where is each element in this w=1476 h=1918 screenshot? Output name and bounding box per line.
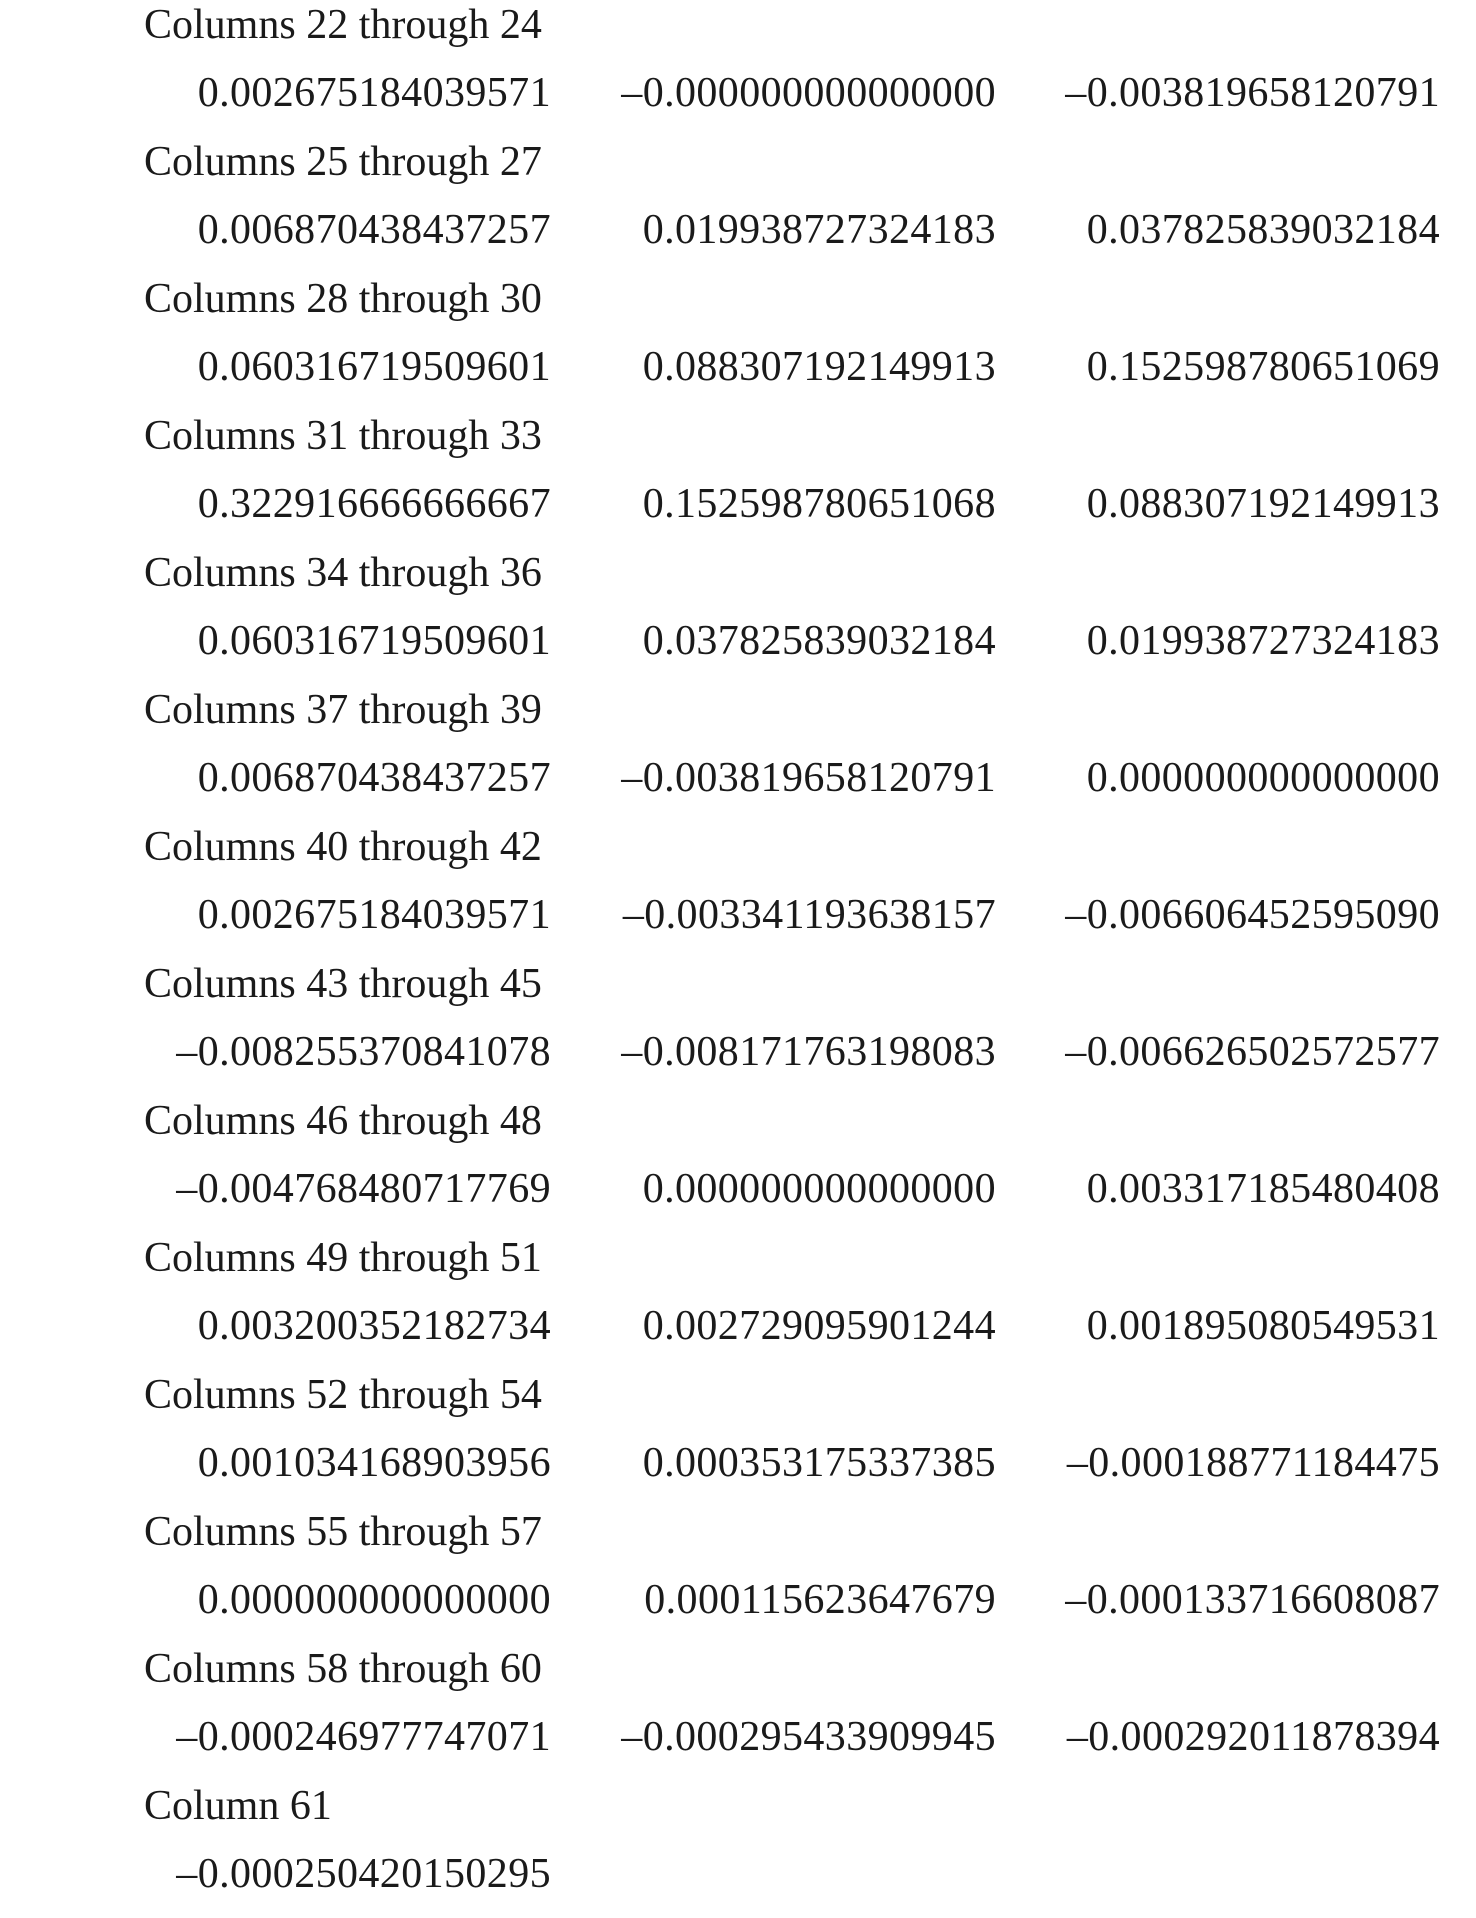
value-cell: 0.037825839032184 (1086, 207, 1440, 253)
value-cell: 0.019938727324183 (1086, 618, 1440, 664)
value-cell: 0.001895080549531 (1086, 1303, 1440, 1349)
value-row (0, 68, 1476, 118)
column-block (0, 0, 1476, 137)
value-cell: –0.008171763198083 (621, 1029, 996, 1075)
value-cell: 0.152598780651068 (642, 481, 996, 527)
value-cell: –0.003341193638157 (622, 892, 996, 938)
column-block (0, 822, 1476, 959)
column-block (0, 411, 1476, 548)
value-cell: –0.000292011878394 (1066, 1714, 1440, 1760)
column-block (0, 1644, 1476, 1781)
column-range-heading: Columns 46 through 48 (144, 1098, 542, 1144)
value-cell: 0.037825839032184 (642, 618, 996, 664)
value-cell: –0.000188771184475 (1066, 1440, 1440, 1486)
column-range-heading: Columns 37 through 39 (144, 687, 542, 733)
value-row (0, 1301, 1476, 1351)
value-cell: –0.008255370841078 (176, 1029, 551, 1075)
value-cell: –0.000246977747071 (176, 1714, 551, 1760)
value-cell: –0.000133716608087 (1065, 1577, 1440, 1623)
value-cell: 0.002675184039571 (197, 70, 551, 116)
value-cell: 0.088307192149913 (642, 344, 996, 390)
value-cell: 0.003200352182734 (197, 1303, 551, 1349)
value-cell: 0.000000000000000 (1086, 755, 1440, 801)
value-cell: 0.000115623647679 (644, 1577, 996, 1623)
value-cell: 0.060316719509601 (197, 618, 551, 664)
column-range-heading: Columns 58 through 60 (144, 1646, 542, 1692)
column-block (0, 1507, 1476, 1644)
column-range-heading: Columns 52 through 54 (144, 1372, 542, 1418)
column-block (0, 548, 1476, 685)
column-range-heading: Columns 43 through 45 (144, 961, 542, 1007)
value-cell: 0.000000000000000 (197, 1577, 551, 1623)
value-row (0, 890, 1476, 940)
value-cell: –0.006606452595090 (1065, 892, 1440, 938)
column-block (0, 959, 1476, 1096)
column-range-heading: Columns 55 through 57 (144, 1509, 542, 1555)
value-cell: 0.000353175337385 (642, 1440, 996, 1486)
value-cell: 0.006870438437257 (197, 207, 551, 253)
value-cell: 0.001034168903956 (197, 1440, 551, 1486)
value-cell: 0.003317185480408 (1086, 1166, 1440, 1212)
column-range-heading: Columns 40 through 42 (144, 824, 542, 870)
column-range-heading: Columns 34 through 36 (144, 550, 542, 596)
value-cell: –0.004768480717769 (176, 1166, 551, 1212)
column-range-heading: Column 61 (144, 1783, 332, 1829)
value-cell: 0.060316719509601 (197, 344, 551, 390)
value-cell: 0.322916666666667 (197, 481, 551, 527)
value-row (0, 1164, 1476, 1214)
value-row (0, 1849, 1476, 1899)
value-cell: –0.000295433909945 (621, 1714, 996, 1760)
value-cell: –0.003819658120791 (621, 755, 996, 801)
value-cell: –0.003819658120791 (1065, 70, 1440, 116)
column-range-heading: Columns 49 through 51 (144, 1235, 542, 1281)
column-block (0, 1781, 1476, 1918)
column-block (0, 685, 1476, 822)
column-range-heading: Columns 22 through 24 (144, 2, 542, 48)
value-row (0, 753, 1476, 803)
column-range-heading: Columns 28 through 30 (144, 276, 542, 322)
value-row (0, 616, 1476, 666)
column-block (0, 274, 1476, 411)
value-row (0, 205, 1476, 255)
value-row (0, 1575, 1476, 1625)
value-cell: 0.000000000000000 (642, 1166, 996, 1212)
value-cell: –0.000000000000000 (621, 70, 996, 116)
value-cell: 0.088307192149913 (1086, 481, 1440, 527)
value-cell: –0.006626502572577 (1065, 1029, 1440, 1075)
value-row (0, 479, 1476, 529)
value-row (0, 1712, 1476, 1762)
column-range-heading: Columns 25 through 27 (144, 139, 542, 185)
value-cell: 0.002675184039571 (197, 892, 551, 938)
column-block (0, 137, 1476, 274)
column-block (0, 1096, 1476, 1233)
column-block (0, 1370, 1476, 1507)
column-range-heading: Columns 31 through 33 (144, 413, 542, 459)
value-cell: 0.002729095901244 (642, 1303, 996, 1349)
value-cell: 0.019938727324183 (642, 207, 996, 253)
value-row (0, 342, 1476, 392)
value-cell: 0.152598780651069 (1086, 344, 1440, 390)
value-cell: 0.006870438437257 (197, 755, 551, 801)
value-row (0, 1438, 1476, 1488)
column-block (0, 1233, 1476, 1370)
value-cell: –0.000250420150295 (176, 1851, 551, 1897)
value-row (0, 1027, 1476, 1077)
